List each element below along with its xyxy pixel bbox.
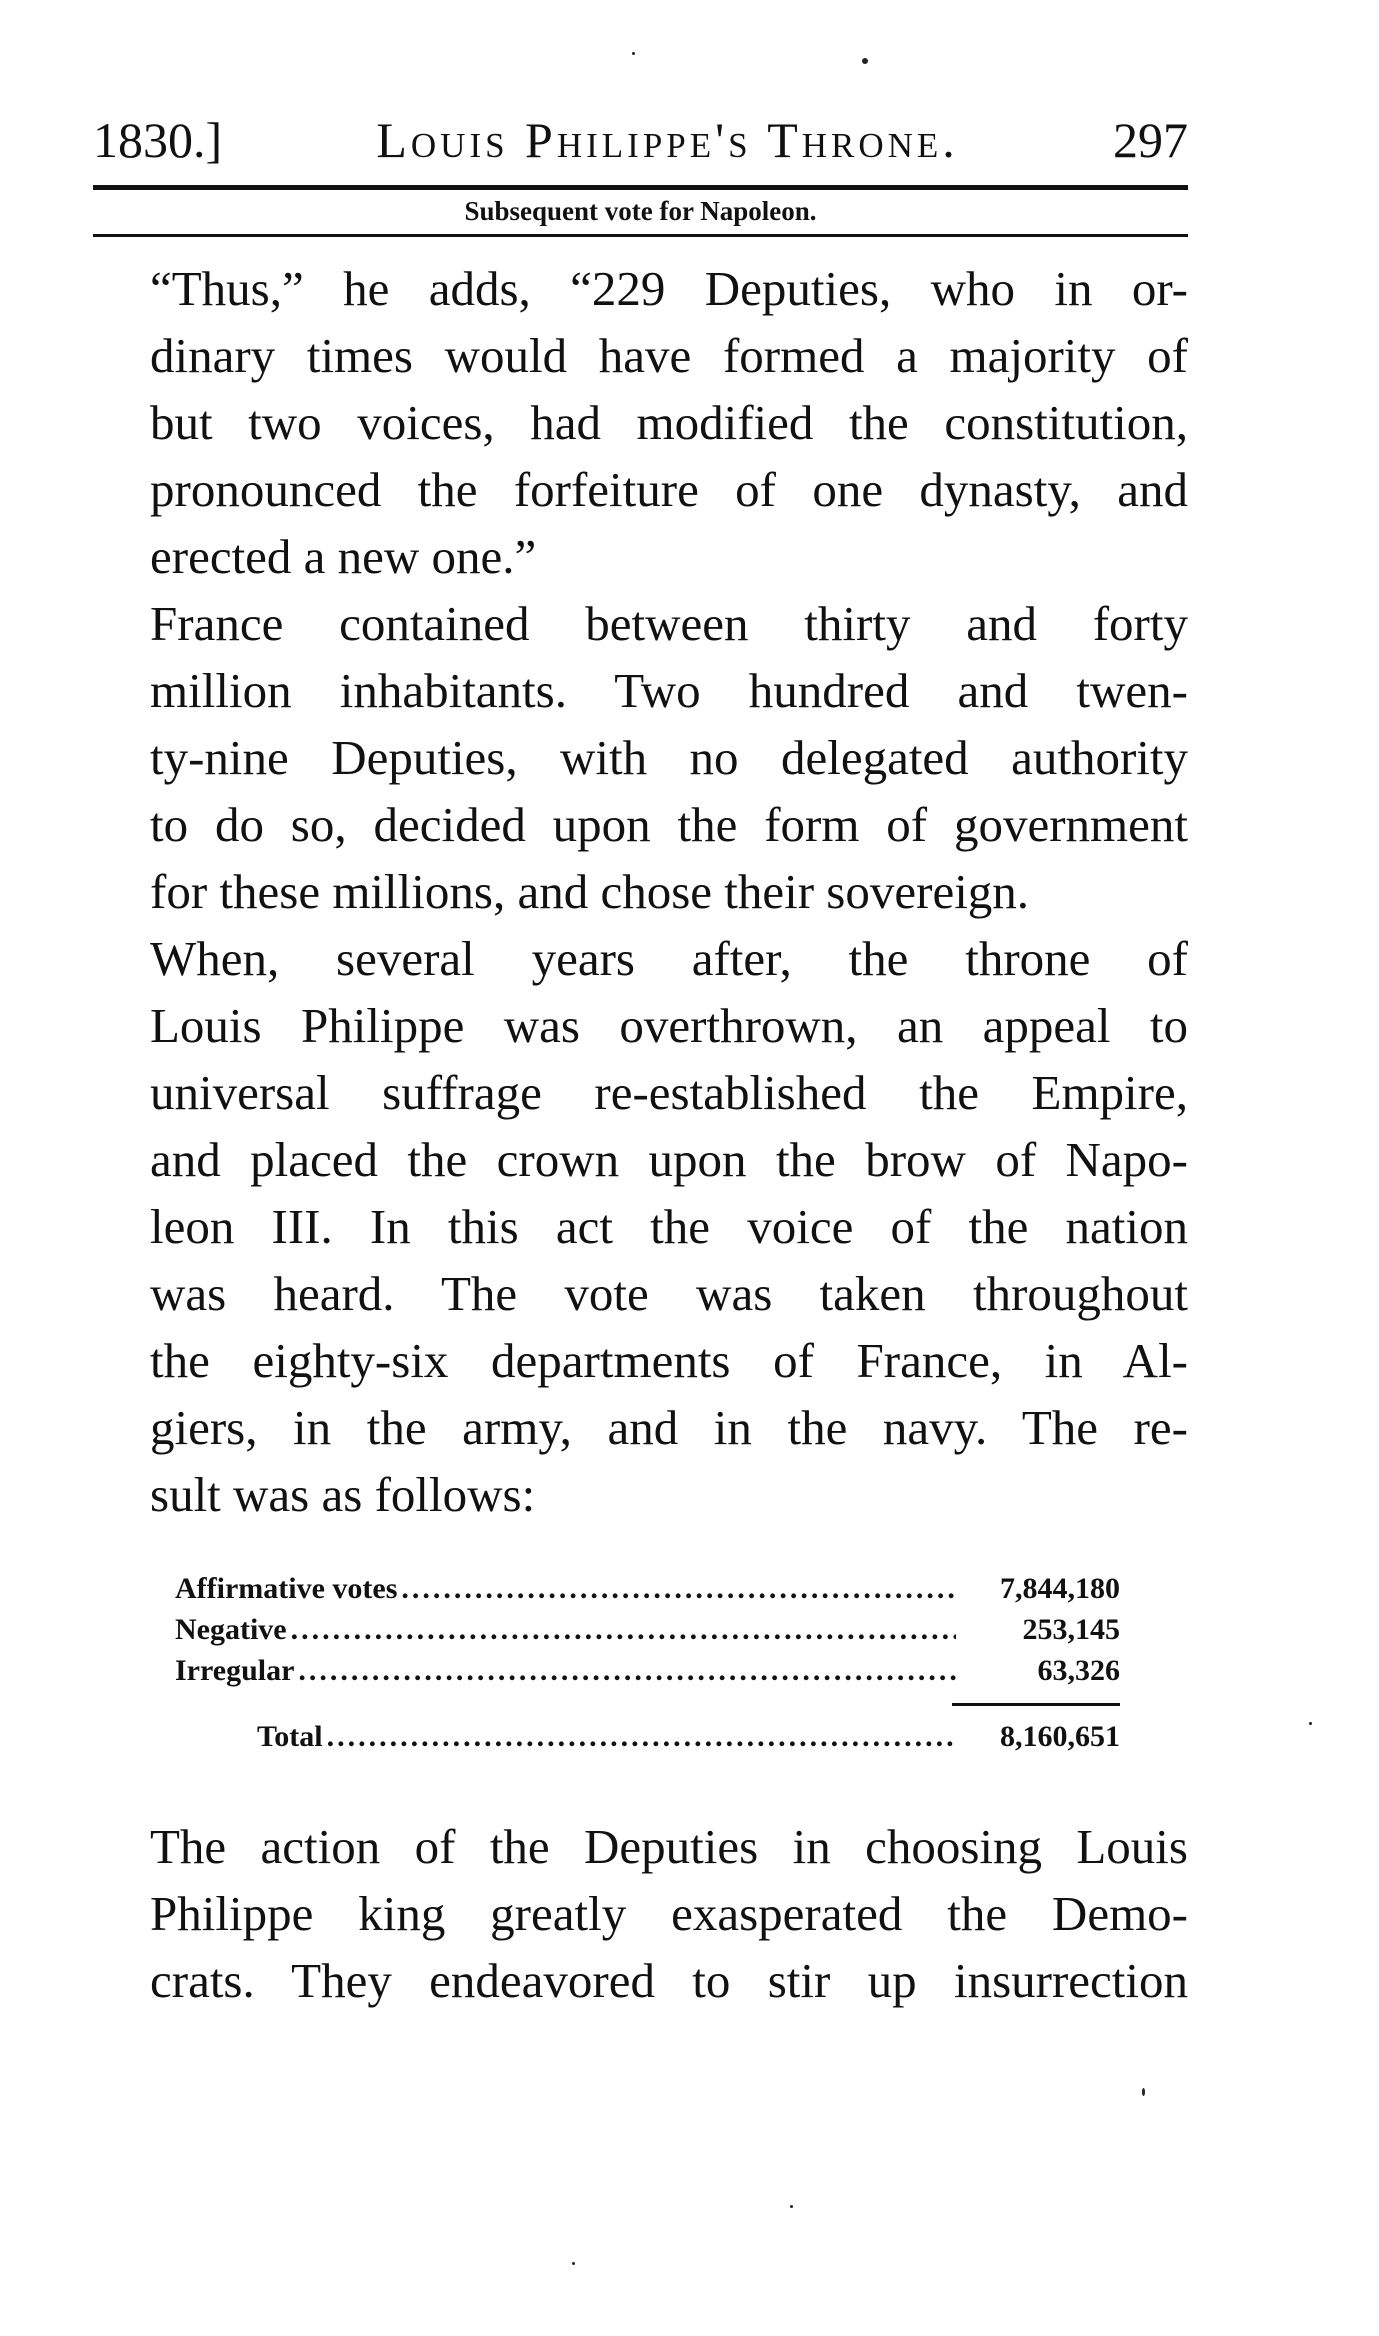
running-head [93,110,1188,180]
text-line: erected a new one.” [150,529,537,584]
paragraph-3 [93,925,1188,1528]
text-line: ty-nine Deputies, with no delegated authority [150,730,1188,785]
vote-value: 253,145 [1022,1613,1120,1646]
text-line: France contained between thirty and forty [150,596,1188,651]
sum-rule [952,1703,1120,1706]
paragraph-4 [93,1813,1188,2014]
dot-leader [401,1568,956,1609]
sidenote-rule [93,234,1188,237]
text-line: “Thus,” he adds, “229 Deputies, who in or- [150,261,1188,316]
marginal-sidenote: Subsequent vote for Napoleon. [464,196,817,226]
text-line: leon III. In this act the voice of the nation [150,1199,1188,1254]
vote-label: Irregular [175,1654,295,1687]
running-head-year: 1830.] [93,112,223,168]
page-number: 297 [1113,112,1188,168]
vote-row-total [175,1716,1120,1757]
vote-row-irregular [175,1650,1120,1691]
text-line: sult was as follows: [150,1467,536,1522]
scan-speck [1142,2088,1145,2096]
dot-leader [327,1716,956,1757]
vote-label: Negative [175,1613,287,1646]
text-line: dinary times would have formed a majority of [150,328,1188,383]
text-line: pronounced the forfeiture of one dynasty, and [150,462,1188,517]
vote-total-label: Total [257,1720,323,1753]
scan-speck [1309,1722,1312,1725]
text-line: When, several years after, the throne of [150,931,1188,986]
running-head-title: Louis Philippe's Throne. [376,112,959,168]
text-line: million inhabitants. Two hundred and twen- [150,663,1188,718]
scan-speck [572,2262,575,2265]
book-page [93,110,1188,2014]
text-line: Philippe king greatly exasperated the Demo- [150,1886,1188,1941]
text-line: universal suffrage re-established the Empire, [150,1065,1188,1120]
scan-speck [632,52,635,55]
scan-speck [862,58,868,64]
paragraph-2 [93,590,1188,925]
paragraph-1 [93,255,1188,590]
text-line: giers, in the army, and in the navy. The re- [150,1400,1188,1455]
text-line: crats. They endeavored to stir up insurrection [150,1953,1188,2008]
text-line: to do so, decided upon the form of government [150,797,1188,852]
vote-value: 7,844,180 [1000,1572,1120,1605]
vote-table [175,1568,1120,1757]
dot-leader [291,1609,956,1650]
text-line: The action of the Deputies in choosing Louis [150,1819,1188,1874]
dot-leader [298,1650,956,1691]
text-line: but two voices, had modified the constitution, [150,395,1188,450]
text-line: was heard. The vote was taken throughout [150,1266,1188,1321]
text-line: and placed the crown upon the brow of Napo- [150,1132,1188,1187]
text-line: Louis Philippe was overthrown, an appeal to [150,998,1188,1053]
vote-total-value: 8,160,651 [1000,1720,1120,1753]
vote-row-affirmative [175,1568,1120,1609]
scan-speck [790,2205,793,2208]
vote-label: Affirmative votes [175,1572,398,1605]
vote-row-negative [175,1609,1120,1650]
text-line: the eighty-six departments of France, in Al- [150,1333,1188,1388]
vote-value: 63,326 [1037,1654,1120,1687]
text-line: for these millions, and chose their sovereign. [150,864,1030,919]
